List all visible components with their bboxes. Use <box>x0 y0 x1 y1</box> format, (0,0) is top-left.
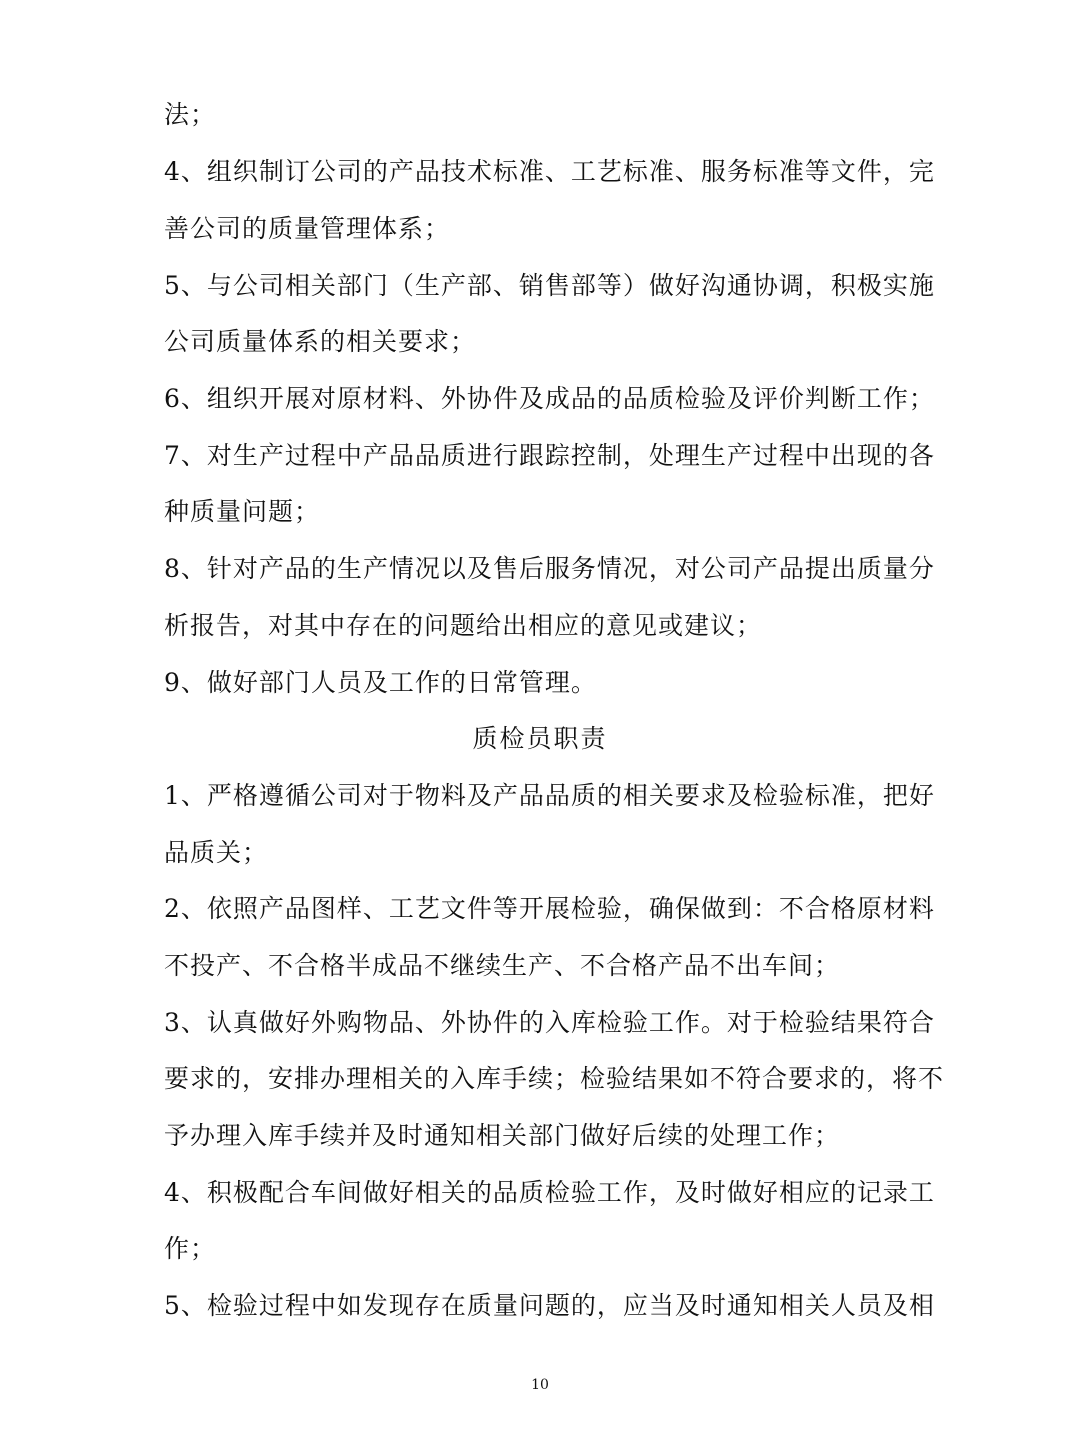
text-line: 5、与公司相关部门（生产部、销售部等）做好沟通协调，积极实施 <box>164 271 935 300</box>
text-line: 8、针对产品的生产情况以及售后服务情况，对公司产品提出质量分 <box>164 554 935 583</box>
text-line: 善公司的质量管理体系； <box>164 214 451 243</box>
text-line: 公司质量体系的相关要求； <box>164 327 477 356</box>
text-line: 7、对生产过程中产品品质进行跟踪控制，处理生产过程中出现的各 <box>164 441 935 470</box>
text-line: 6、组织开展对原材料、外协件及成品的品质检验及评价判断工作； <box>164 384 935 413</box>
section-heading: 质检员职责 <box>472 724 608 753</box>
text-line: 1、严格遵循公司对于物料及产品品质的相关要求及检验标准，把好 <box>164 781 935 810</box>
text-line: 法； <box>164 100 217 129</box>
text-line: 5、检验过程中如发现存在质量问题的，应当及时通知相关人员及相 <box>164 1291 935 1320</box>
page-number: 10 <box>531 1377 549 1393</box>
text-line: 作； <box>164 1234 217 1263</box>
text-line: 不投产、不合格半成品不继续生产、不合格产品不出车间； <box>164 951 841 980</box>
text-line: 要求的，安排办理相关的入库手续；检验结果如不符合要求的，将不 <box>164 1064 945 1093</box>
text-line: 品质关； <box>164 838 269 867</box>
text-line: 4、组织制订公司的产品技术标准、工艺标准、服务标准等文件，完 <box>164 157 935 186</box>
text-line: 种质量问题； <box>164 497 321 526</box>
text-line: 2、依照产品图样、工艺文件等开展检验，确保做到：不合格原材料 <box>164 894 935 923</box>
text-line: 4、积极配合车间做好相关的品质检验工作，及时做好相应的记录工 <box>164 1178 935 1207</box>
text-line: 3、认真做好外购物品、外协件的入库检验工作。对于检验结果符合 <box>164 1008 935 1037</box>
text-line: 予办理入库手续并及时通知相关部门做好后续的处理工作； <box>164 1121 841 1150</box>
text-line: 析报告，对其中存在的问题给出相应的意见或建议； <box>164 611 763 640</box>
text-line: 9、做好部门人员及工作的日常管理。 <box>164 668 597 697</box>
